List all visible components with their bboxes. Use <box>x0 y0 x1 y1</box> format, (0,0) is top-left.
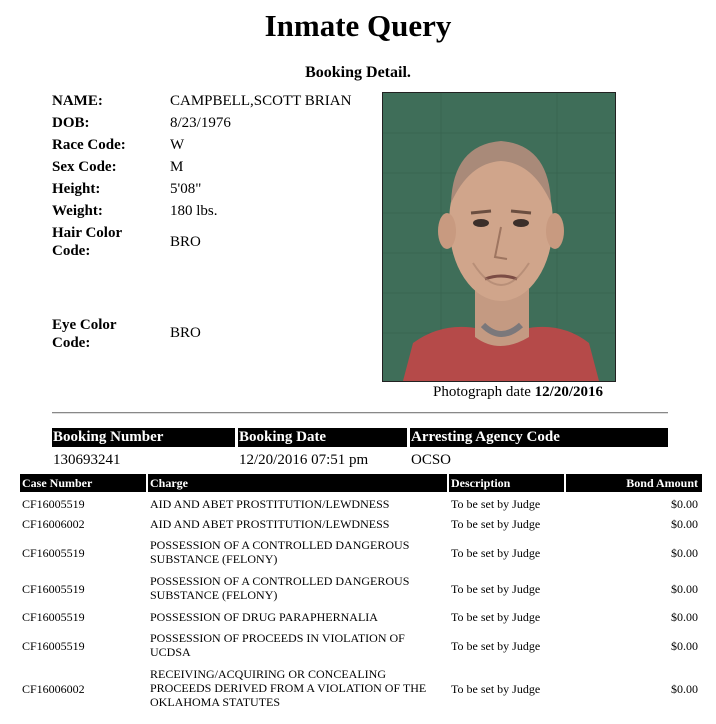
bond-amount: $0.00 <box>671 610 698 624</box>
case-number: CF16005519 <box>22 546 85 560</box>
detail-value: 8/23/1976 <box>170 115 231 131</box>
detail-label: NAME: <box>52 93 103 109</box>
charge-text: POSSESSION OF PROCEEDS IN VIOLATION OF UCDSA <box>150 631 405 659</box>
bond-amount: $0.00 <box>671 682 698 696</box>
description-header: Description <box>449 474 564 492</box>
detail-label: Height: <box>52 181 101 197</box>
charge-description: To be set by Judge <box>451 497 541 511</box>
case-number: CF16005519 <box>22 497 85 511</box>
agency-code: OCSO <box>411 452 452 468</box>
charge-text: POSSESSION OF A CONTROLLED DANGEROUS SUBSTANCE (FELONY) <box>150 538 410 566</box>
detail-label: DOB: <box>52 115 90 131</box>
section-divider <box>52 412 668 414</box>
case-number: CF16005519 <box>22 610 85 624</box>
bond-amount: $0.00 <box>671 497 698 511</box>
detail-value: 5'08" <box>170 181 202 197</box>
detail-value: M <box>170 159 184 175</box>
charge-description: To be set by Judge <box>451 682 541 696</box>
booking-number-header: Booking Number <box>52 428 235 447</box>
photo-caption <box>433 384 603 401</box>
charge-text: AID AND ABET PROSTITUTION/LEWDNESS <box>150 497 390 511</box>
bond-amount: $0.00 <box>671 582 698 596</box>
page-subtitle: Booking Detail. <box>305 64 411 81</box>
charge-description: To be set by Judge <box>451 546 541 560</box>
booking-header-row <box>52 428 668 447</box>
bond-amount-header: Bond Amount <box>566 474 702 492</box>
photo-date: 12/20/2016 <box>534 384 603 400</box>
charge-header: Charge <box>148 474 447 492</box>
booking-date: 12/20/2016 07:51 pm <box>239 452 369 468</box>
mugshot-image <box>383 93 615 381</box>
agency-code-header: Arresting Agency Code <box>410 428 668 447</box>
page-title: Inmate Query <box>264 8 452 43</box>
case-number: CF16006002 <box>22 517 85 531</box>
charge-description: To be set by Judge <box>451 517 541 531</box>
detail-label: Sex Code: <box>52 159 117 175</box>
case-number-header: Case Number <box>20 474 146 492</box>
detail-value: CAMPBELL,SCOTT BRIAN <box>170 93 352 109</box>
detail-label: Hair Color Code: <box>52 225 122 259</box>
bond-amount: $0.00 <box>671 517 698 531</box>
inmate-photo <box>382 92 616 382</box>
charge-description: To be set by Judge <box>451 582 541 596</box>
booking-number: 130693241 <box>53 452 121 468</box>
case-number: CF16005519 <box>22 639 85 653</box>
charge-description: To be set by Judge <box>451 610 541 624</box>
detail-label: Race Code: <box>52 137 126 153</box>
case-number: CF16006002 <box>22 682 85 696</box>
photo-caption-label: Photograph date <box>433 384 531 400</box>
charge-text: POSSESSION OF A CONTROLLED DANGEROUS SUBSTANCE (FELONY) <box>150 574 410 602</box>
detail-value: 180 lbs. <box>170 203 218 219</box>
detail-value: BRO <box>170 234 201 250</box>
detail-value: W <box>170 137 185 153</box>
detail-value: BRO <box>170 325 201 341</box>
charge-text: POSSESSION OF DRUG PARAPHERNALIA <box>150 610 378 624</box>
charge-text: AID AND ABET PROSTITUTION/LEWDNESS <box>150 517 390 531</box>
booking-data-row <box>52 450 668 470</box>
case-number: CF16005519 <box>22 582 85 596</box>
bond-amount: $0.00 <box>671 639 698 653</box>
charges-header-row <box>20 474 702 492</box>
detail-label: Eye Color Code: <box>52 317 117 351</box>
detail-label: Weight: <box>52 203 103 219</box>
bond-amount: $0.00 <box>671 546 698 560</box>
charge-description: To be set by Judge <box>451 639 541 653</box>
booking-date-header: Booking Date <box>238 428 407 447</box>
charge-text: RECEIVING/ACQUIRING OR CONCEALING PROCEEDS DERIVED FROM A VIOLATION OF THE OKLAHOMA STATUTES <box>150 667 427 709</box>
